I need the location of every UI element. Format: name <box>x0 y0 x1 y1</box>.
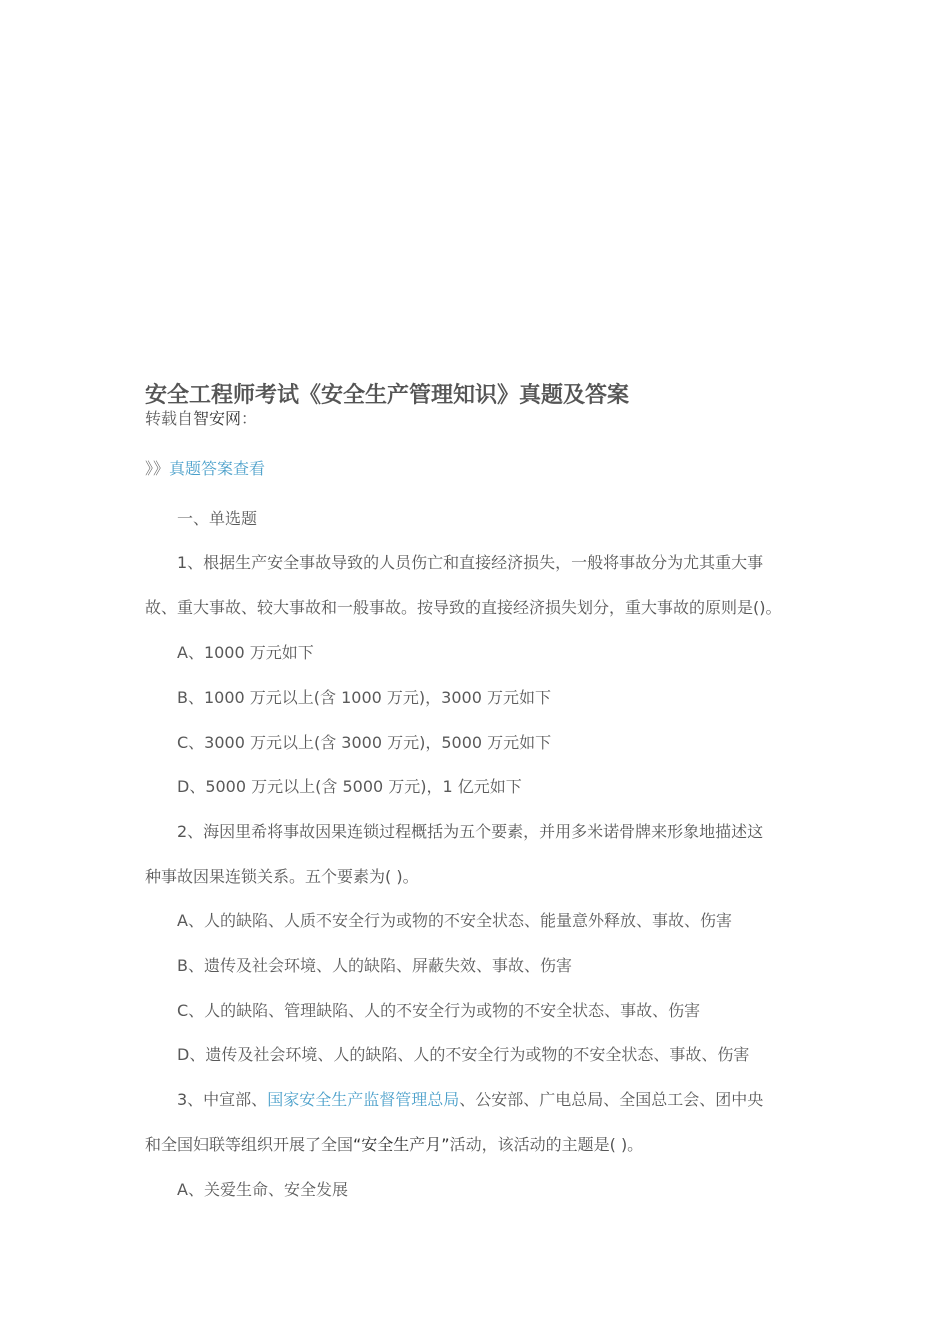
source-line <box>145 408 257 430</box>
q1-line1: 1、根据生产安全事故导致的人员伤亡和直接经济损失，一般将事故分为尤其重大事 <box>177 553 764 572</box>
q3-line1 <box>177 1089 763 1111</box>
q2-line1: 2、海因里希将事故因果连锁过程概括为五个要素，并用多米诺骨牌来形象地描述这 <box>177 822 764 841</box>
source-suffix: ： <box>241 409 258 428</box>
q2-option-a: A、人的缺陷、人质不安全行为或物的不安全状态、能量意外释放、事故、伤害 <box>177 911 732 930</box>
link-arrows: 》》 <box>145 459 170 478</box>
q1-option-d: D、5000 万元以上(含 5000 万元)，1 亿元如下 <box>177 777 522 796</box>
q3-option-a: A、关爱生命、安全发展 <box>177 1180 348 1199</box>
document-title: 安全工程师考试《安全生产管理知识》真题及答案 <box>145 383 630 408</box>
q1-option-b: B、1000 万元以上(含 1000 万元)，3000 万元如下 <box>177 688 551 707</box>
q2-line2: 种事故因果连锁关系。五个要素为( )。 <box>145 867 419 886</box>
q2-option-d: D、遗传及社会环境、人的缺陷、人的不安全行为或物的不安全状态、事故、伤害 <box>177 1045 750 1064</box>
answer-link[interactable]: 真题答案查看 <box>169 459 266 478</box>
q1-line2: 故、重大事故、较大事故和一般事故。按导致的直接经济损失划分，重大事故的原则是()。 <box>145 598 782 617</box>
source-prefix: 转载自 <box>145 409 194 428</box>
q1-option-c: C、3000 万元以上(含 3000 万元)，5000 万元如下 <box>177 733 552 752</box>
q3-line2 <box>145 1134 643 1156</box>
q3-campaign-name: “安全生产月” <box>353 1135 450 1154</box>
q3-line2-start: 和全国妇联等组织开展了全国 <box>145 1135 354 1154</box>
section-heading: 一、单选题 <box>177 509 258 528</box>
source-name: 智安网 <box>193 409 242 428</box>
answer-link-line[interactable] <box>145 458 265 480</box>
q1-option-a: A、1000 万元如下 <box>177 643 314 662</box>
q3-line1-end: 、公安部、广电总局、全国总工会、团中央 <box>459 1090 764 1109</box>
q2-option-c: C、人的缺陷、管理缺陷、人的不安全行为或物的不安全状态、事故、伤害 <box>177 1001 701 1020</box>
q3-line2-end: 活动，该活动的主题是( )。 <box>449 1135 644 1154</box>
q3-agency-link[interactable]: 国家安全生产监督管理总局 <box>267 1090 460 1109</box>
q2-option-b: B、遗传及社会环境、人的缺陷、屏蔽失效、事故、伤害 <box>177 956 572 975</box>
q3-line1-start: 3、中宣部、 <box>177 1090 268 1109</box>
